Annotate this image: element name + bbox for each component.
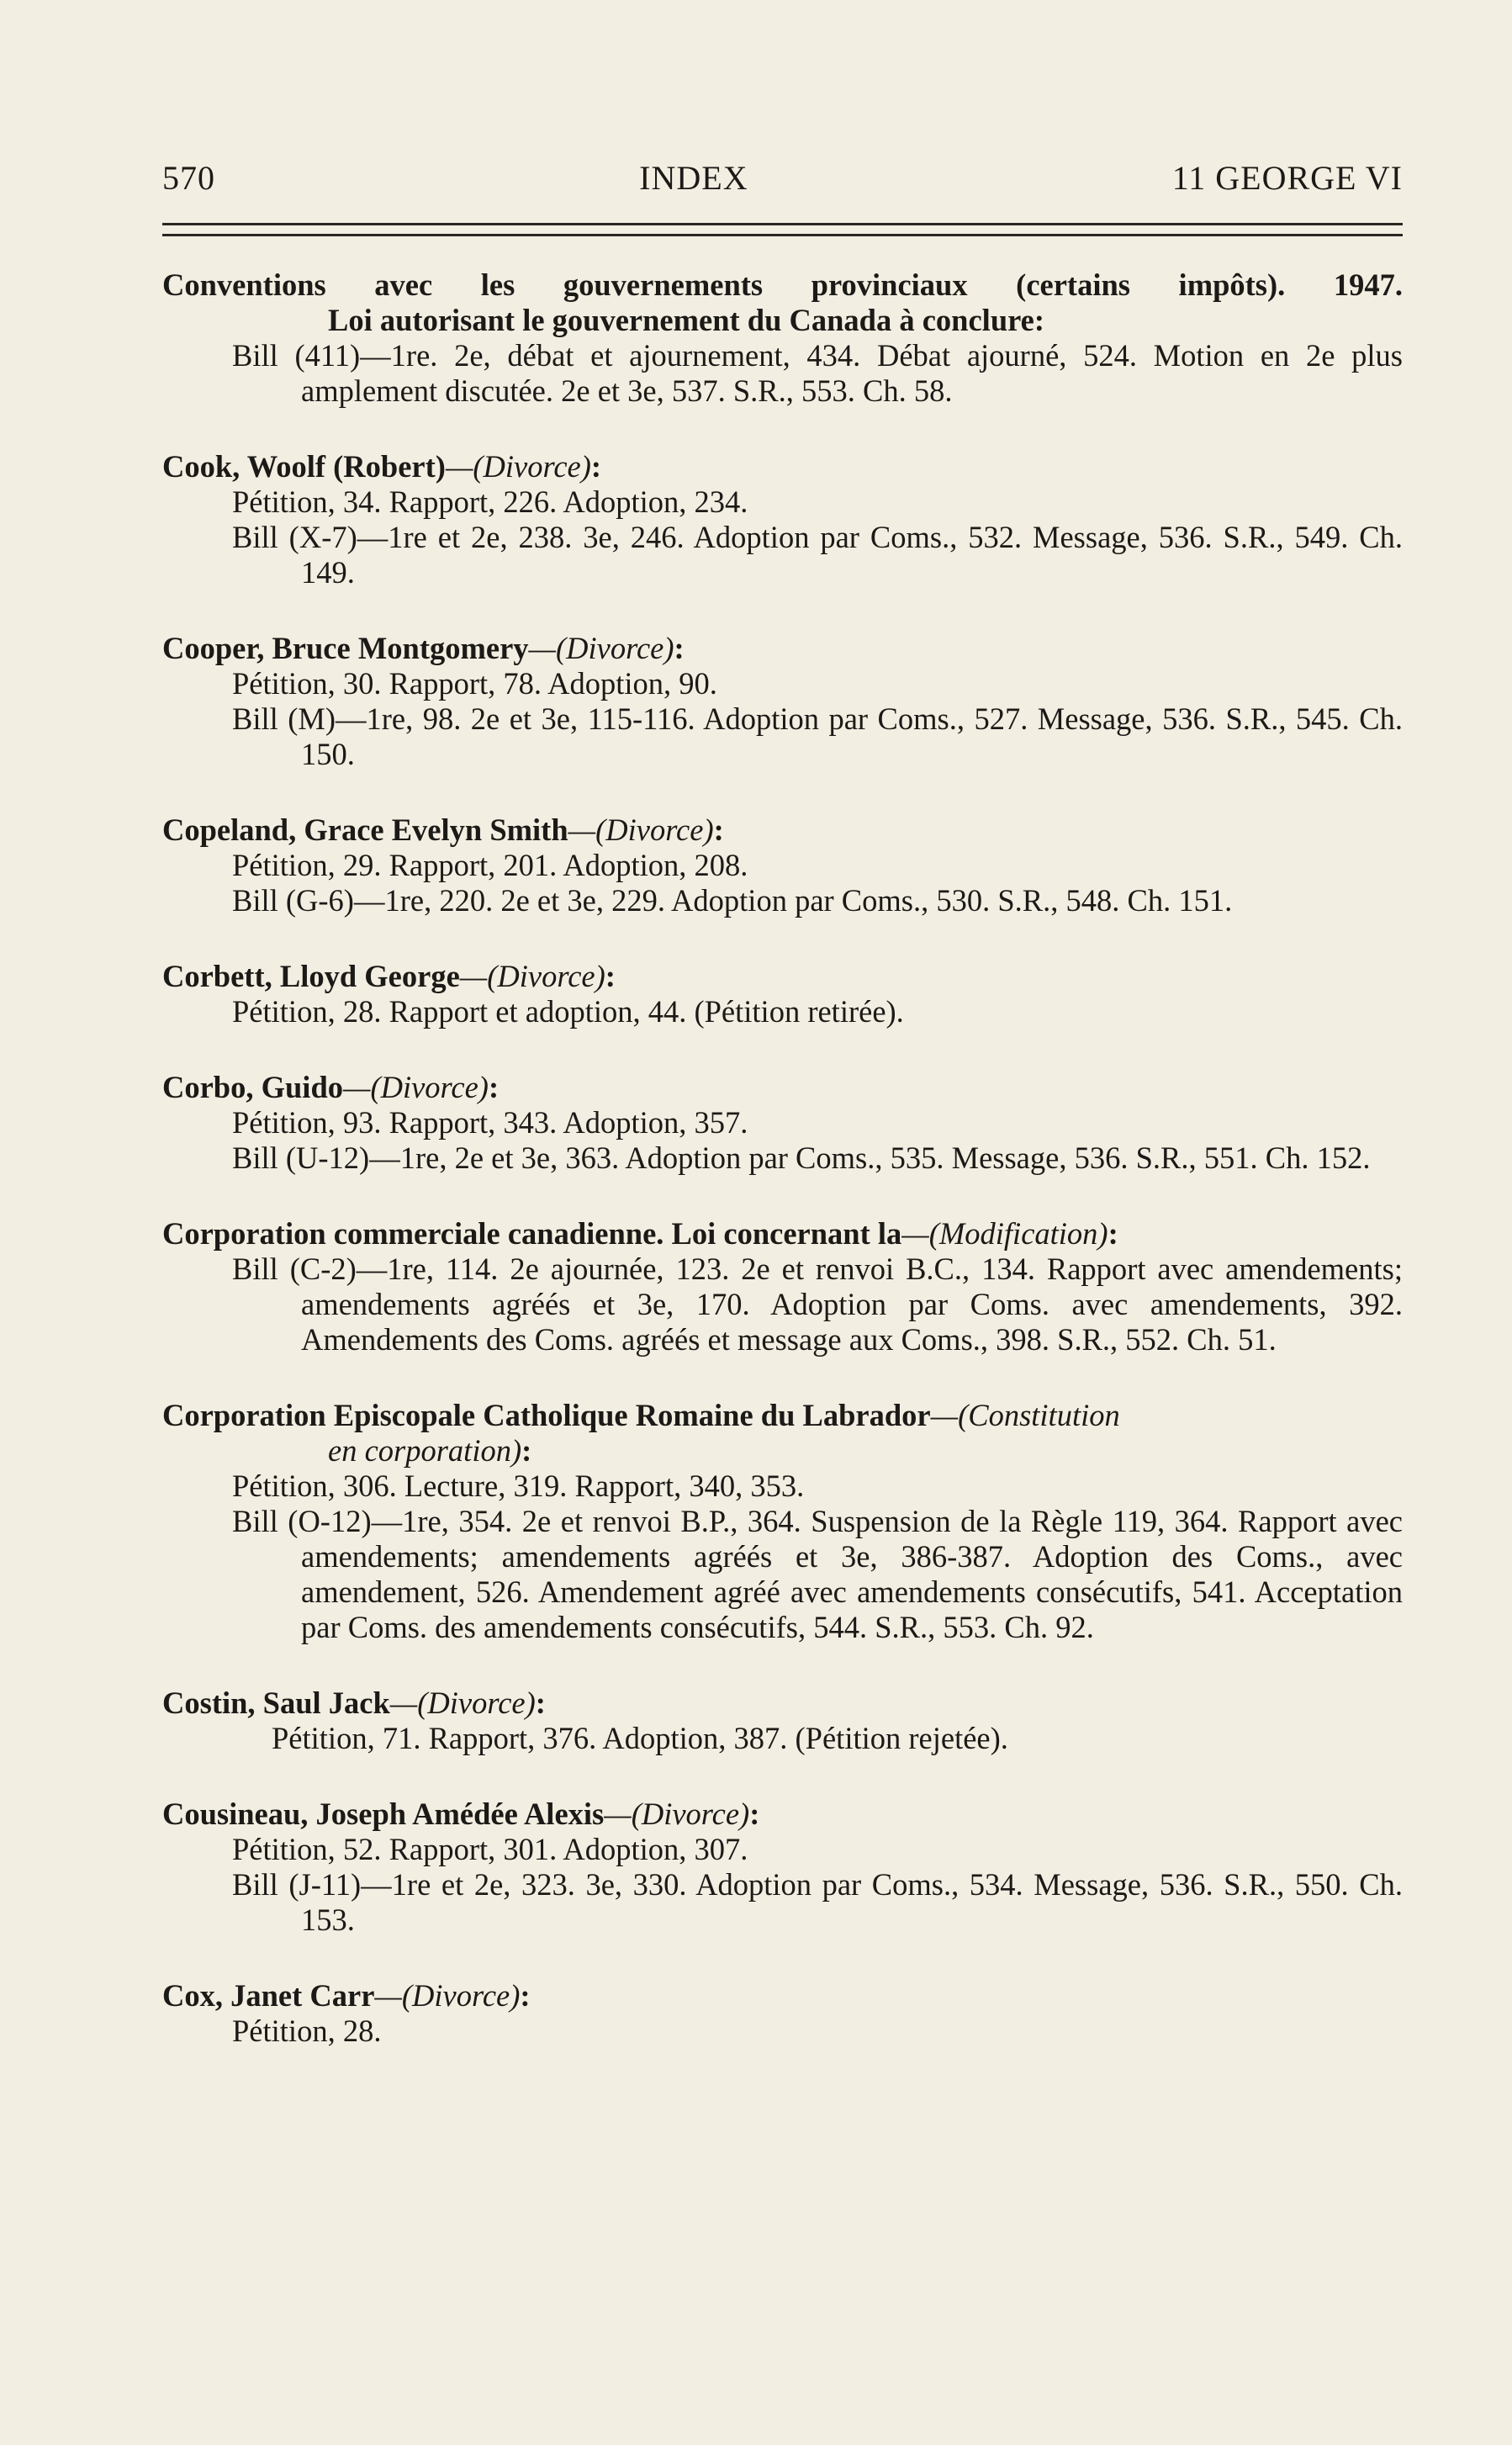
header-session: 11 GEORGE VI [1171,159,1403,197]
index-entry [162,1797,1403,1938]
header-title: INDEX [639,159,748,197]
entry-heading [162,959,1403,994]
index-entry [162,1070,1403,1176]
entry-heading-continued [162,1433,1403,1469]
entry-heading [162,1797,1403,1832]
entry-name: Corporation Episcopale Catholique Romaine du Labrador [162,1398,931,1432]
entry-name: Copeland, Grace Evelyn Smith [162,812,568,847]
entry-colon: : [1108,1216,1118,1251]
entry-name: Corbo, Guido [162,1070,343,1104]
entry-heading [162,1686,1403,1721]
entry-name: Cox, Janet Carr [162,1978,375,2013]
entry-line: Bill (X-7)—1re et 2e, 238. 3e, 246. Adoption par Coms., 532. Message, 536. S.R., 549. Ch. 149. [232,520,1403,590]
entry-colon: : [590,449,602,484]
entry-line: Bill (U-12)—1re, 2e et 3e, 363. Adoption par Coms., 535. Message, 536. S.R., 551. Ch. 152. [232,1140,1371,1175]
index-entry [162,1398,1403,1645]
entry-line: Bill (J-11)—1re et 2e, 323. 3e, 330. Adoption par Coms., 534. Message, 536. S.R., 550. Ch. 153. [232,1867,1403,1937]
entry-name: Cook, Woolf (Robert) [162,449,446,484]
entry-heading [162,1398,1403,1433]
entry-line: Pétition, 28. [232,2014,382,2048]
entry-qualifier: —(Divorce) [459,959,605,993]
index-entries [162,267,1403,2089]
entry-line: Pétition, 28. Rapport et adoption, 44. (Pétition retirée). [232,994,904,1029]
entry-line: Pétition, 30. Rapport, 78. Adoption, 90. [232,666,717,701]
index-entry [162,1686,1403,1756]
entry-heading [162,1216,1403,1252]
entry-qualifier: —(Modification) [901,1216,1108,1251]
entry-name: Corbett, Lloyd George [162,959,460,993]
index-entry [162,812,1403,918]
index-entry [162,631,1403,772]
entry-heading [162,449,1403,484]
header-double-rule [162,223,1403,236]
entry-line: Bill (411)—1re. 2e, débat et ajournement, 434. Débat ajourné, 524. Motion en 2e plus amplement discutée. 2e et 3e, 537. S.R., 553. Ch. 58. [232,338,1403,408]
entry-colon: : [605,959,616,993]
entry-line: Bill (O-12)—1re, 354. 2e et renvoi B.P., 364. Suspension de la Règle 119, 364. Rapport avec amendements; amendements agréés et 3e, 386-387. Adoption des Coms., avec amendement, 526. Amendement agréé avec amendements consécutifs, 541. Acceptation par Coms. des amendements consécutifs, 544. S.R., 553. Ch. 92. [232,1504,1403,1644]
entry-qualifier: —(Divorce) [445,449,591,484]
index-entry [162,267,1403,409]
entry-qualifier: —(Divorce) [568,812,714,847]
entry-qualifier: —(Constitution [930,1398,1120,1432]
entry-name: Cousineau, Joseph Amédée Alexis [162,1797,605,1831]
entry-qualifier: —(Divorce) [389,1686,536,1720]
entry-qualifier: —(Divorce) [343,1070,489,1104]
entry-qualifier-continued: en corporation) [328,1433,522,1468]
entry-colon: : [521,1433,532,1468]
index-entry [162,1216,1403,1357]
entry-heading [162,812,1403,848]
entry-colon: : [713,812,724,847]
entry-colon: : [520,1978,531,2013]
entry-heading [162,1070,1403,1105]
entry-qualifier: —(Divorce) [374,1978,521,2013]
entry-line: Pétition, 29. Rapport, 201. Adoption, 208. [232,848,748,882]
entry-line: Pétition, 52. Rapport, 301. Adoption, 307. [232,1832,748,1866]
entry-heading: Conventions avec les gouvernements provinciaux (certains impôts). 1947. [162,267,1403,302]
entry-name: Costin, Saul Jack [162,1686,390,1720]
entry-heading-continued: Loi autorisant le gouvernement du Canada à conclure: [328,303,1045,337]
index-entry [162,449,1403,590]
entry-colon: : [488,1070,500,1104]
entry-colon: : [674,631,685,665]
entry-line: Bill (M)—1re, 98. 2e et 3e, 115-116. Adoption par Coms., 527. Message, 536. S.R., 545. Ch. 150. [232,701,1403,771]
entry-line: Bill (C-2)—1re, 114. 2e ajournée, 123. 2e et renvoi B.C., 134. Rapport avec amendements; amendements agréés et 3e, 170. Adoption par Coms. avec amendements, 392. Amendements des Coms. agréés et message aux Coms., 398. S.R., 552. Ch. 51. [232,1252,1403,1357]
entry-qualifier: —(Divorce) [528,631,674,665]
entry-qualifier: —(Divorce) [604,1797,750,1831]
entry-name: Cooper, Bruce Montgomery [162,631,529,665]
page-number: 570 [162,159,215,197]
entry-name: Corporation commerciale canadienne. Loi concernant la [162,1216,902,1251]
entry-colon: : [749,1797,760,1831]
entry-line: Pétition, 34. Rapport, 226. Adoption, 234. [232,484,748,519]
entry-line: Pétition, 71. Rapport, 376. Adoption, 387. (Pétition rejetée). [272,1721,1008,1755]
entry-line: Pétition, 306. Lecture, 319. Rapport, 340, 353. [232,1469,805,1503]
entry-heading [162,1978,1403,2014]
entry-heading [162,631,1403,666]
entry-colon: : [535,1686,546,1720]
index-entry [162,1978,1403,2049]
entry-line: Pétition, 93. Rapport, 343. Adoption, 357. [232,1105,748,1140]
entry-line: Bill (G-6)—1re, 220. 2e et 3e, 229. Adoption par Coms., 530. S.R., 548. Ch. 151. [232,883,1233,918]
index-entry [162,959,1403,1029]
running-header [162,158,1403,198]
